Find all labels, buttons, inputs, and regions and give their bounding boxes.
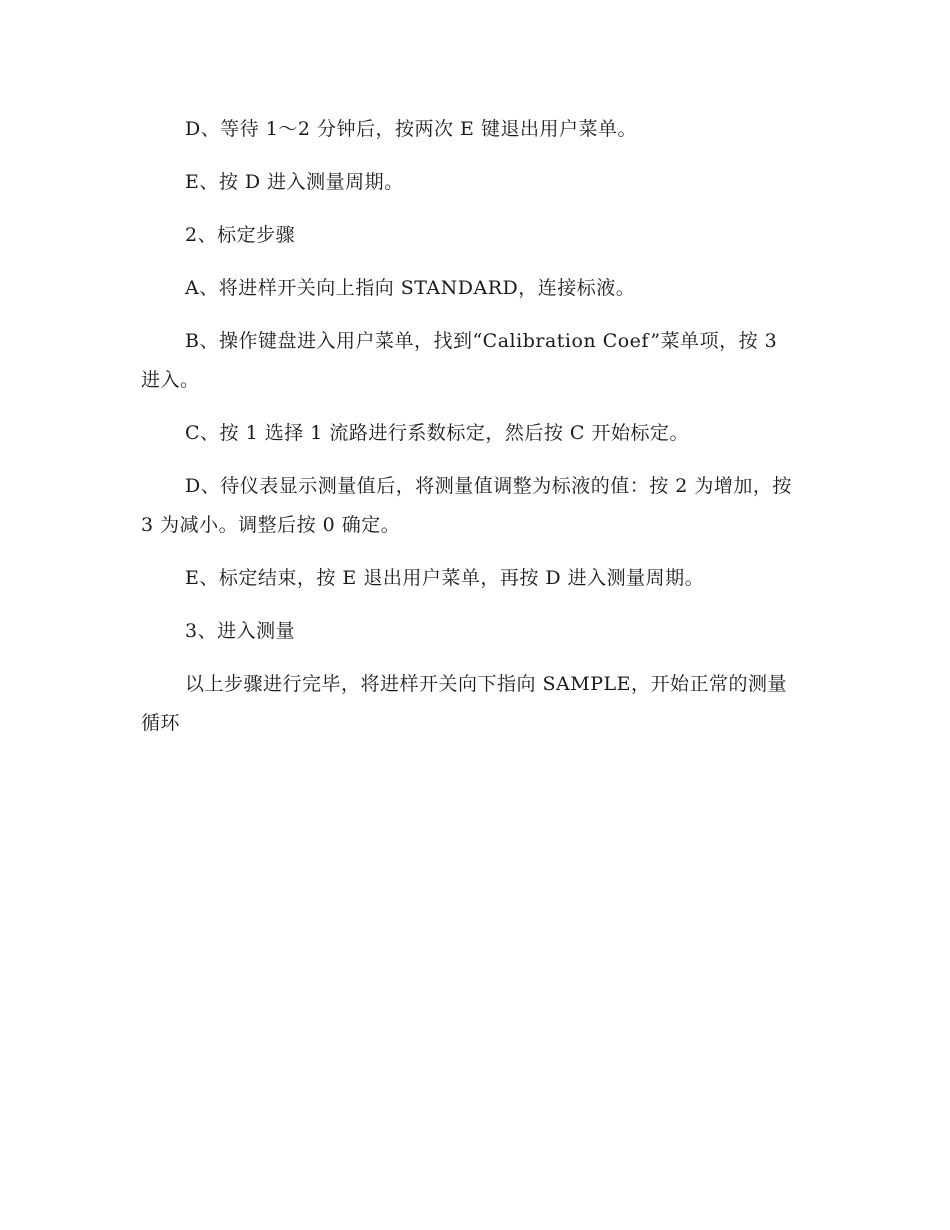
step-e-finish-calibration: E、标定结束，按 E 退出用户菜单，再按 D 进入测量周期。 [185, 567, 705, 589]
step-b-open-calibration-coef: B、操作键盘进入用户菜单，找到“Calibration Coef”菜单项，按 3 进入。 [141, 330, 778, 391]
step-c-start-calibration: C、按 1 选择 1 流路进行系数标定，然后按 C 开始标定。 [185, 422, 689, 444]
section-heading-calibration-steps: 2、标定步骤 [185, 224, 296, 246]
final-switch-to-sample: 以上步骤进行完毕，将进样开关向下指向 SAMPLE，开始正常的测量循环 [141, 673, 788, 734]
step-a-switch-to-standard: A、将进样开关向上指向 STANDARD，连接标液。 [185, 277, 636, 299]
step-d-wait-exit-menu: D、等待 1～2 分钟后，按两次 E 键退出用户菜单。 [185, 118, 637, 140]
section-heading-enter-measurement: 3、进入测量 [185, 620, 296, 642]
step-d-adjust-value: D、待仪表显示测量值后，将测量值调整为标液的值：按 2 为增加，按 3 为减小。调整后按 0 确定。 [141, 475, 792, 536]
step-e-enter-measurement-cycle: E、按 D 进入测量周期。 [185, 171, 404, 193]
document-body [141, 110, 801, 757]
